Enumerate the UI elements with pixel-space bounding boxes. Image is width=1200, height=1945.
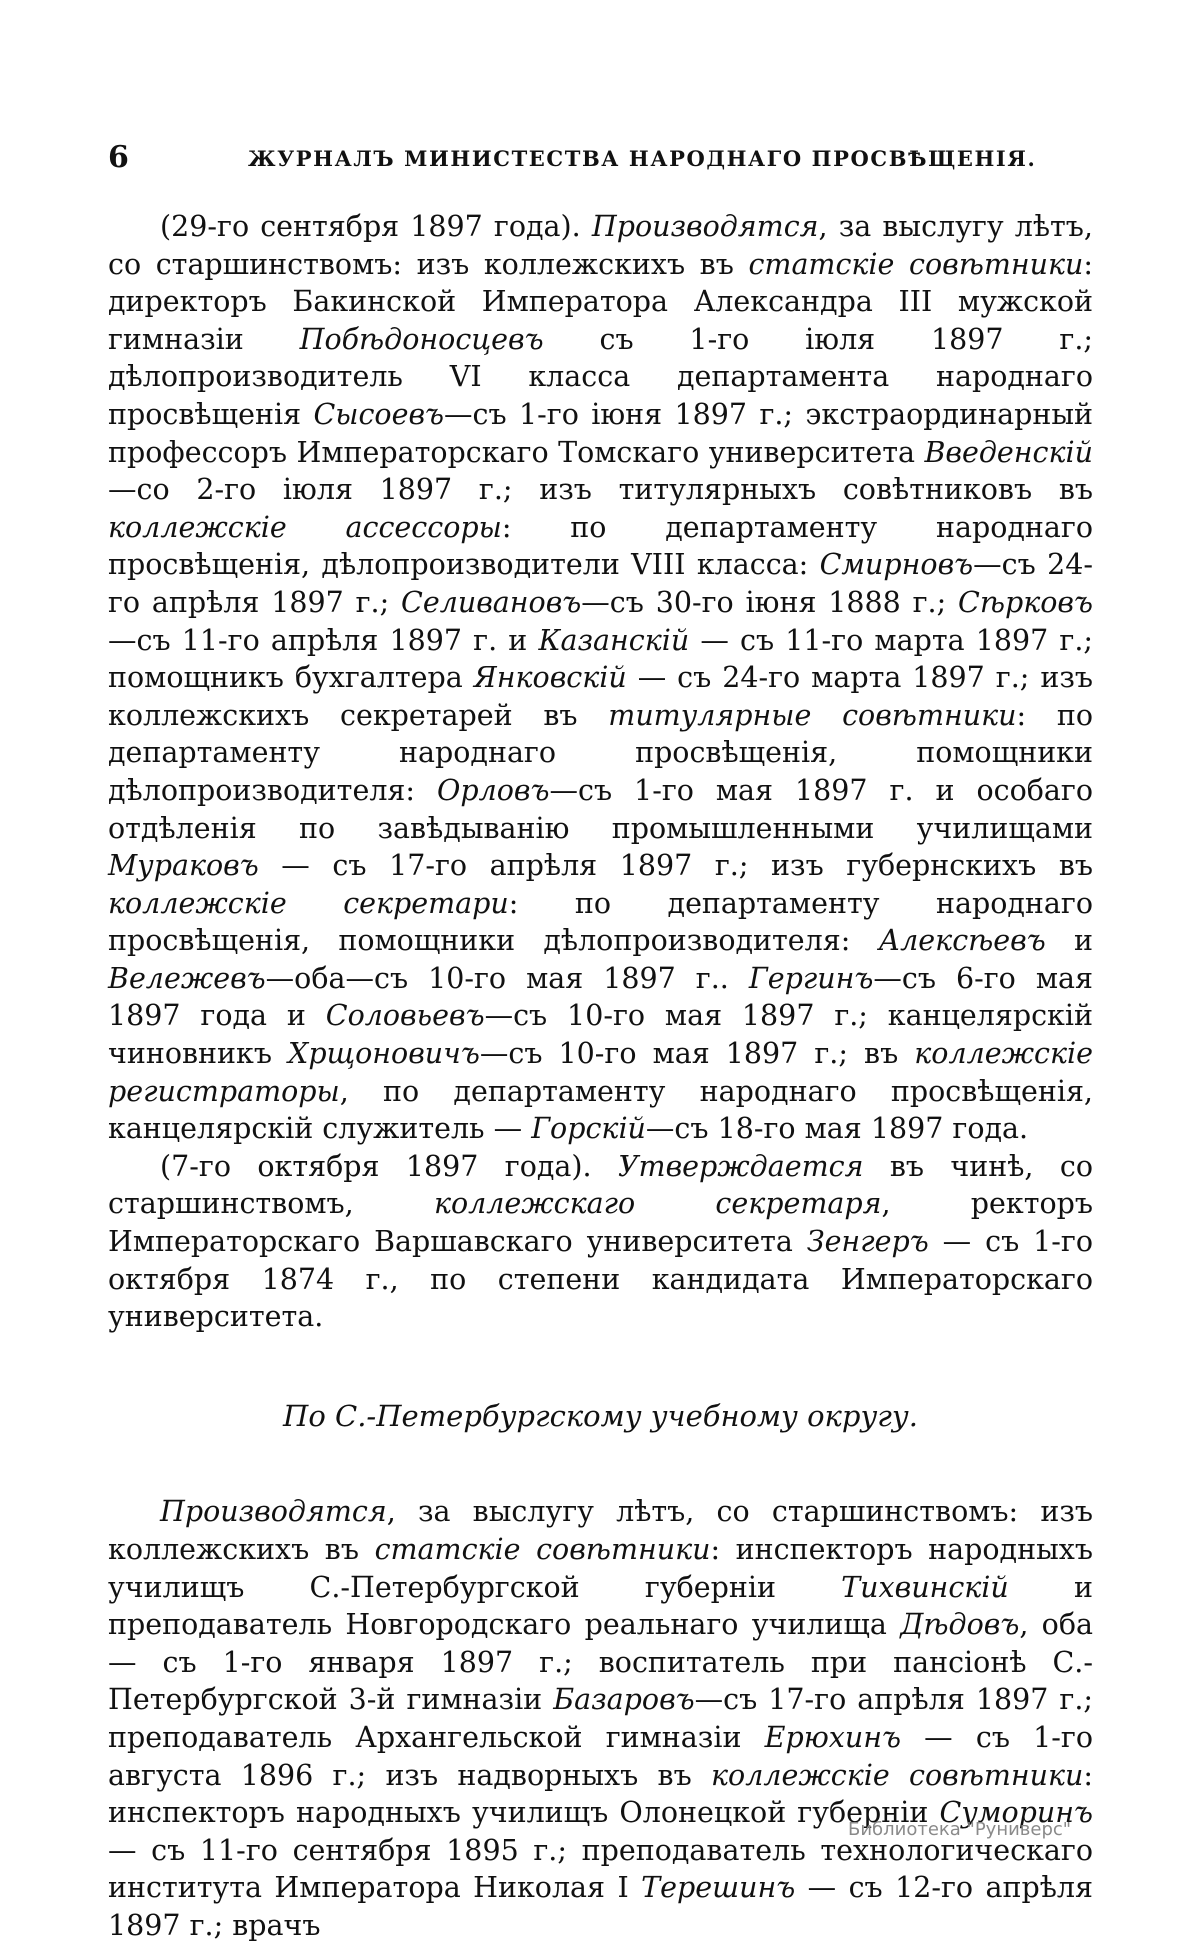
text-run: : директоръ Бакинской Императора Александра III мужской гимназіи <box>108 247 1093 356</box>
text-run: и преподаватель Новгородскаго реальнаго училища <box>108 1570 1093 1642</box>
text-run: —съ 6-го мая 1897 года и <box>108 961 1093 1033</box>
text-run: — съ 17-го апрѣля 1897 г.; изъ губернскихъ въ <box>258 849 1093 883</box>
italic-term: Введенскій <box>924 435 1093 469</box>
text-run: : инспекторъ народныхъ училищъ С.-Петербургской губерніи <box>108 1533 1093 1604</box>
italic-term: Сысоевъ <box>313 397 445 431</box>
text-run: — съ 1-го октября 1874 г., по степени кандидата Императорскаго университета. <box>108 1225 1094 1334</box>
italic-term: Зенгеръ <box>806 1225 929 1259</box>
italic-term: Тихвинскій <box>841 1570 1009 1604</box>
text-run: (7-го октября 1897 года). <box>160 1149 618 1183</box>
section-heading: По С.-Петербургскому учебному округу. <box>283 1398 918 1433</box>
italic-term: Производятся <box>591 210 819 243</box>
italic-term: Соловьевъ <box>325 999 485 1033</box>
text-run: , за выслугу лѣтъ, со старшинствомъ: изъ коллежскихъ въ <box>108 1495 1093 1566</box>
italic-term: Селивановъ <box>401 585 582 619</box>
text-run: —съ 17-го апрѣля 1897 г.; преподаватель Архангельской гимназіи <box>108 1683 1093 1754</box>
text-run: , ректоръ Императорскаго Варшавскаго университета <box>108 1187 1093 1259</box>
italic-term: статскіе совѣтники <box>748 247 1084 281</box>
italic-term: Смирновъ <box>819 548 974 582</box>
italic-term: Мураковъ <box>108 849 259 883</box>
text-run: съ 1-го іюля 1897 г.; дѣлопроизводитель VI класса департамента народнаго просвѣщенія <box>108 322 1094 431</box>
text-run: —съ 11-го апрѣля 1897 г. и <box>108 623 539 657</box>
italic-term: титулярные совѣтники <box>608 698 1017 732</box>
running-head <box>108 140 1093 180</box>
italic-term: Хрщоновичъ <box>288 1037 480 1071</box>
text-run: , оба — съ 1-го января 1897 г.; воспитатель при пансіонѣ С.-Петербургской 3-й гимназіи <box>108 1608 1093 1717</box>
text-run: —оба—съ 10-го мая 1897 г.. <box>265 961 749 995</box>
italic-term: Янковскій <box>473 661 627 695</box>
paragraph-decree-oct-7 <box>108 1148 1093 1336</box>
italic-term: коллежскіе ассессоры <box>108 510 502 544</box>
text-run: — съ 12-го апрѣля 1897 г.; врачъ <box>108 1871 1093 1942</box>
text-run: —съ 1-го мая 1897 г. и особаго отдѣленія по завѣдыванію промышленными училищами <box>108 773 1093 845</box>
italic-term: коллежскіе секретари <box>108 886 509 920</box>
text-run: —съ 1-го іюня 1897 г.; экстраординарный профессоръ Императорскаго Томскаго университета <box>108 397 1094 469</box>
italic-term: статскіе совѣтники <box>374 1533 711 1566</box>
italic-term: Казанскій <box>538 623 690 657</box>
italic-term: коллежскіе регистраторы <box>108 1037 1093 1108</box>
italic-term: Побѣдоносцевъ <box>299 322 544 356</box>
text-run: — съ 11-го марта 1897 г.; помощникъ бухгалтера <box>108 623 1093 695</box>
italic-term: Дѣдовъ <box>900 1608 1020 1642</box>
text-run: —съ 10-го мая 1897 г.; канцелярскій чиновникъ <box>108 999 1093 1071</box>
italic-term: Вележевъ <box>108 961 266 995</box>
text-run: : по департаменту народнаго просвѣщенія, помощники дѣлопроизводителя: <box>108 698 1093 807</box>
text-run: : по департаменту народнаго просвѣщенія, помощники дѣлопроизводителя: <box>108 886 1093 958</box>
text-run: —со 2-го іюля 1897 г.; изъ титулярныхъ совѣтниковъ въ <box>108 473 1093 507</box>
text-run: — съ 1-го августа 1896 г.; изъ надворныхъ въ <box>108 1720 1094 1792</box>
text-run: —съ 18-го мая 1897 года. <box>645 1112 1029 1146</box>
library-watermark: Библиотека "Руниверс" <box>848 1819 1072 1840</box>
paragraph-st-petersburg-district <box>108 1493 1093 1944</box>
text-run: въ чинѣ, со старшинствомъ, <box>108 1149 1093 1221</box>
text-run: — съ 11-го сентября 1895 г.; преподаватель технологическаго института Императора Николая I <box>108 1833 1093 1905</box>
italic-term: Утверждается <box>617 1149 864 1183</box>
text-run: —съ 24-го апрѣля 1897 г.; <box>108 548 1093 619</box>
italic-term: Производятся <box>160 1495 387 1529</box>
paragraph-decree-sept-29 <box>108 208 1093 1148</box>
text-run: , за выслугу лѣтъ, со старшинствомъ: изъ коллежскихъ въ <box>108 210 1093 281</box>
italic-term: Терешинъ <box>641 1871 796 1905</box>
italic-term: Алексѣевъ <box>878 924 1046 958</box>
italic-term: Ерюхинъ <box>764 1720 901 1754</box>
italic-term: Гергинъ <box>748 961 874 995</box>
text-run: , по департаменту народнаго просвѣщенія, канцелярскій служитель — <box>108 1074 1093 1146</box>
text-run: — съ 24-го марта 1897 г.; изъ коллежскихъ секретарей въ <box>108 661 1093 732</box>
italic-term: коллежскіе совѣтники <box>711 1758 1084 1792</box>
text-run: —съ 10-го мая 1897 г.; въ <box>479 1037 915 1071</box>
italic-term: Суморинъ <box>939 1796 1093 1830</box>
italic-term: Сѣрковъ <box>958 585 1093 619</box>
body-text <box>108 208 1093 1945</box>
journal-title: ЖУРНАЛЪ МИНИСТЕСТВА НАРОДНАГО ПРОСВѢЩЕНІЯ. <box>248 146 1037 171</box>
italic-term: Горскій <box>531 1112 646 1146</box>
text-run: (29-го сентября 1897 года). <box>160 210 592 243</box>
page-number: 6 <box>108 140 129 175</box>
italic-term: коллежскаго секретаря <box>433 1187 882 1221</box>
text-run: и <box>1045 924 1093 958</box>
text-run: : по департаменту народнаго просвѣщенія, дѣлопроизводители VIII класса: <box>108 510 1093 582</box>
text-run: —съ 30-го іюня 1888 г.; <box>581 585 959 619</box>
text-run: : инспекторъ народныхъ училищъ Олонецкой губерніи <box>108 1758 1094 1830</box>
italic-term: Базаровъ <box>553 1683 695 1717</box>
italic-term: Орловъ <box>436 773 550 807</box>
